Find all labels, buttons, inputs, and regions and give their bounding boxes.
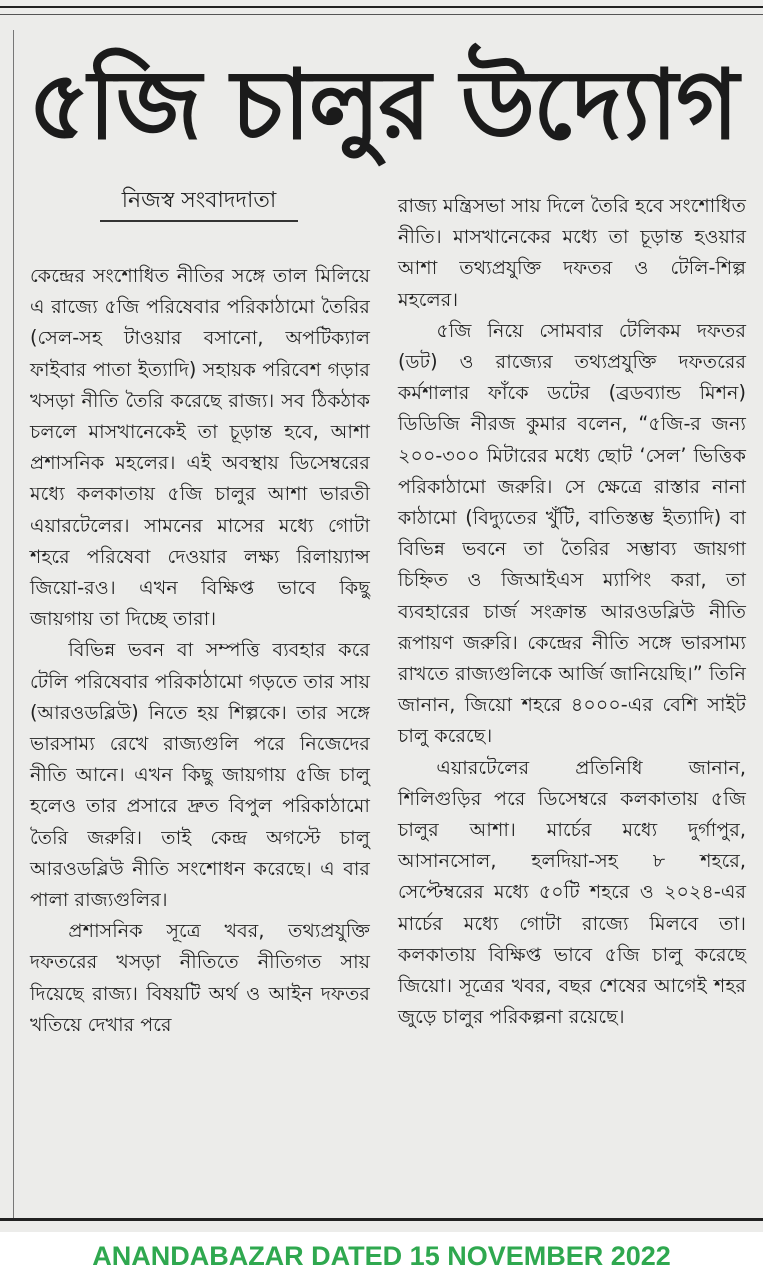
source-caption: ANANDABAZAR DATED 15 NOVEMBER 2022 [92, 1241, 671, 1271]
byline-block [100, 186, 298, 222]
paragraph: ৫জি নিয়ে সোমবার টেলিকম দফতর (ডট) ও রাজ্যের তথ্যপ্রযুক্তি দফতরের কর্মশালার ফাঁকে ডটের (ব্রডব্যান্ড মিশন) ডিডিজি নীরজ কুমার বলেন, “৫জি-র জন্য ২০০-৩০০ মিটারের মধ্যে ছোট ‘সেল’ ভিত্তিক পরিকাঠামো জরুরি। সে ক্ষেত্রে রাস্তার নানা কাঠামো (বিদ্যুতের খুঁটি, বাতিস্তম্ভ ইত্যাদি) বা বিভিন্ন ভবনে তা তৈরির সম্ভাব্য জায়গা চিহ্নিত ও জিআইএস ম্যাপিং করা, তা ব্যবহারের চার্জ সংক্রান্ত আরওডব্লিউ নীতি রূপায়ণ জরুরি। কেন্দ্রের নীতি সঙ্গে ভারসাম্য রাখতে রাজ্যগুলিকে আর্জি জানিয়েছি।” তিনি জানান, জিয়ো শহরে ৪০০০-এর বেশি সাইট চালু করেছে। [398, 318, 746, 748]
headline: ৫জি চালুর উদ্যোগ [28, 49, 737, 161]
paragraph: বিভিন্ন ভবন বা সম্পত্তি ব্যবহার করে টেলি পরিষেবার পরিকাঠামো গড়তে তার সায় (আরওডব্লিউ) নিতে হয় শিল্পকে। তার সঙ্গে ভারসাম্য রেখে রাজ্যগুলি পরে নিজেদের নীতি আনে। এখন কিছু জায়গায় ৫জি চালু হলেও তার প্রসারে দ্রুত বিপুল পরিকাঠামো তৈরি জরুরি। তাই কেন্দ্র অগস্টে চালু আরওডব্লিউ নীতি সংশোধন করেছে। এ বার পালা রাজ্যগুলির। [30, 638, 370, 912]
article-column-right [398, 190, 746, 1210]
paragraph: রাজ্য মন্ত্রিসভা সায় দিলে তৈরি হবে সংশোধিত নীতি। মাসখানেকের মধ্যে তা চূড়ান্ত হওয়ার আশা তথ্যপ্রযুক্তি দফতর ও টেলি-শিল্প মহলের। [398, 194, 746, 311]
left-column-rule [13, 30, 14, 1220]
paragraph: প্রশাসনিক সূত্রে খবর, তথ্যপ্রযুক্তি দফতরের খসড়া নীতিতে নীতিগত সায় দিয়েছে রাজ্য। বিষয়টি অর্থ ও আইন দফতর খতিয়ে দেখার পরে [30, 919, 370, 1036]
bottom-rule [0, 1218, 763, 1221]
top-rule [0, 6, 763, 8]
paragraph: কেন্দ্রের সংশোধিত নীতির সঙ্গে তাল মিলিয়ে এ রাজ্যে ৫জি পরিষেবার পরিকাঠামো তৈরির (সেল-সহ টাওয়ার বসানো, অপটিক্যাল ফাইবার পাতা ইত্যাদি) সহায়ক পরিবেশ গড়ার খসড়া নীতি তৈরি করেছে রাজ্য। সব ঠিকঠাক চললে মাসখানেকেই তা চূড়ান্ত হবে, আশা প্রশাসনিক মহলের। এই অবস্থায় ডিসেম্বরের মধ্যে কলকাতায় ৫জি চালুর আশা ভারতী এয়ারটেলের। সামনের মাসের মধ্যে গোটা শহরে পরিষেবা দেওয়ার লক্ষ্য রিলায়্যান্স জিয়ো-রও। এখন বিক্ষিপ্ত ভাবে কিছু জায়গায় তা দিচ্ছে তারা। [30, 264, 370, 631]
byline: নিজস্ব সংবাদদাতা [100, 186, 298, 222]
paragraph: এয়ারটেলের প্রতিনিধি জানান, শিলিগুড়ির পরে ডিসেম্বরে কলকাতায় ৫জি চালুর আশা। মার্চের মধ্যে দুর্গাপুর, আসানসোল, হলদিয়া-সহ ৮ শহরে, সেপ্টেম্বরের মধ্যে ৫০টি শহরে ও ২০২৪-এর মার্চের মধ্যে গোটা রাজ্যে মিলবে তা। কলকাতায় বিক্ষিপ্ত ভাবে ৫জি চালু করেছে জিয়ো। সূত্রের খবর, বছর শেষের আগেই শহর জুড়ে চালুর পরিকল্পনা রয়েছে। [398, 755, 746, 1029]
article-column-left [30, 260, 370, 1200]
top-rule-thin [0, 14, 763, 15]
